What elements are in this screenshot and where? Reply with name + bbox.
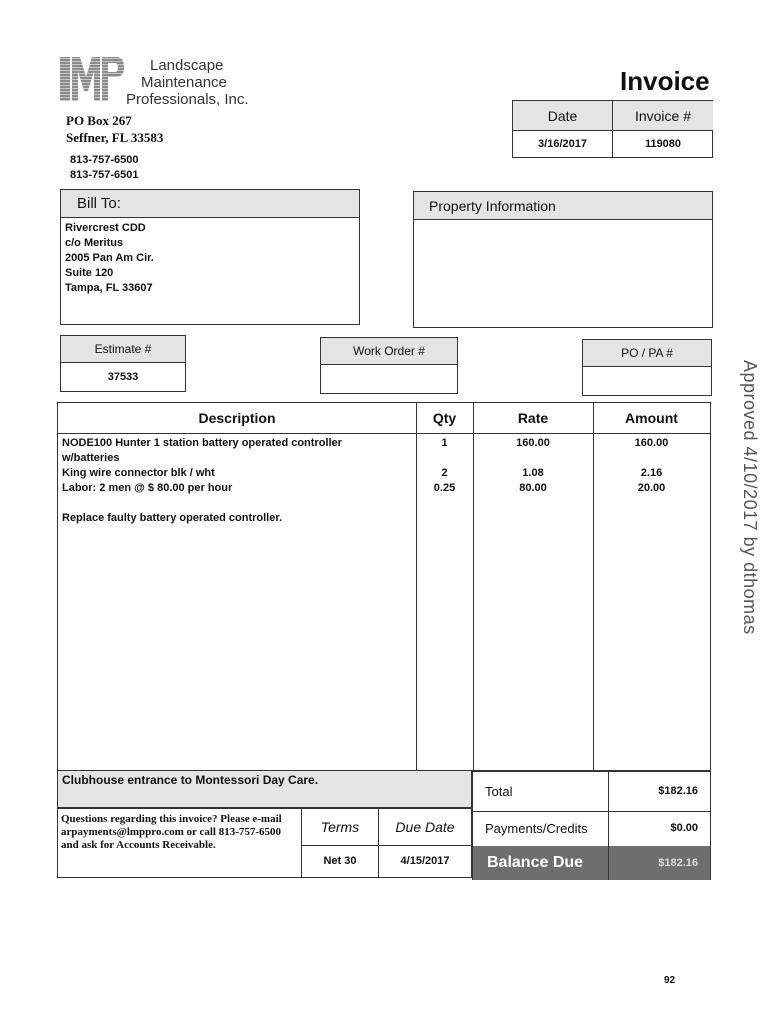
page-number: 92	[664, 975, 676, 986]
qty-cell	[416, 436, 473, 496]
description-line: w/batteries	[62, 452, 120, 464]
terms-divider	[302, 845, 471, 846]
terms-label: Terms	[320, 819, 360, 835]
amount-header: Amount	[593, 403, 710, 434]
company-address	[66, 112, 163, 146]
company-name	[123, 57, 249, 108]
po-box	[582, 339, 712, 396]
estimate-number: 37533	[107, 371, 139, 383]
qty-value: 0.25	[433, 482, 456, 494]
bill-to-line: 2005 Pan Am Cir.	[65, 252, 154, 264]
property-information-box	[413, 191, 713, 328]
description-cell	[62, 436, 342, 526]
estimate-label: Estimate #	[61, 336, 185, 363]
payments-row	[473, 811, 710, 847]
rate-cell	[473, 436, 593, 496]
invoice-date: 3/16/2017	[513, 131, 613, 158]
company-phones	[70, 153, 139, 183]
total-label: Total	[485, 784, 513, 799]
bill-to-box	[60, 189, 360, 325]
total-amount: $182.16	[608, 772, 710, 811]
address-line1: PO Box 267	[66, 113, 132, 128]
terms-box	[301, 808, 472, 878]
company-name-line2: Maintenance	[141, 74, 227, 91]
property-information-label: Property Information	[414, 192, 712, 220]
amount-value	[593, 451, 710, 466]
description-header: Description	[58, 403, 416, 434]
rate-value: 160.00	[516, 437, 550, 449]
bill-to-line: Rivercrest CDD	[65, 222, 146, 234]
description-line: NODE100 Hunter 1 station battery operated controller	[62, 437, 342, 449]
work-order-label: Work Order #	[321, 338, 457, 365]
phone-1: 813-757-6500	[70, 154, 139, 166]
qty-value: 1	[441, 437, 448, 449]
balance-due-label: Balance Due	[487, 854, 584, 871]
qty-value: 2	[441, 467, 448, 479]
bill-to-line: Suite 120	[65, 267, 114, 279]
memo-note: Clubhouse entrance to Montessori Day Care.	[57, 770, 472, 808]
total-row	[473, 772, 710, 812]
totals-box	[472, 771, 711, 880]
amount-value: 2.16	[640, 467, 663, 479]
estimate-box	[60, 335, 186, 392]
description-line: King wire connector blk / wht	[62, 467, 215, 479]
terms-divider	[378, 809, 379, 877]
due-date-value: 4/15/2017	[400, 855, 450, 867]
description-line: Labor: 2 men @ $ 80.00 per hour	[62, 482, 233, 494]
line-items-table	[57, 402, 711, 771]
description-line	[62, 496, 342, 511]
qty-value	[416, 451, 473, 466]
rate-header: Rate	[473, 403, 593, 434]
payments-label: Payments/Credits	[485, 821, 588, 836]
balance-due-amount: $182.16	[608, 846, 710, 880]
qty-header: Qty	[416, 403, 473, 434]
amount-cell	[593, 436, 710, 496]
company-name-line3: Professionals, Inc.	[126, 91, 249, 108]
description-line: Replace faulty battery operated controller.	[62, 512, 283, 524]
balance-due-row	[473, 846, 710, 880]
rate-value	[473, 451, 593, 466]
payments-amount: $0.00	[608, 811, 710, 846]
amount-value: 160.00	[634, 437, 669, 449]
invoice-number-label: Invoice #	[613, 101, 713, 131]
approval-stamp-text: Approved 4/10/2017 by dthomas	[740, 360, 760, 635]
document-title: Invoice	[620, 66, 710, 96]
company-name-line1: Landscape	[150, 57, 224, 74]
invoice-number: 119080	[644, 138, 682, 150]
po-label: PO / PA #	[583, 340, 711, 367]
terms-value: Net 30	[323, 855, 357, 867]
work-order-box	[320, 337, 458, 394]
bill-to-line: Tampa, FL 33607	[65, 282, 153, 294]
invoice-meta-box	[512, 100, 713, 158]
questions-note: Questions regarding this invoice? Please e-mail arpayments@lmppro.com or call 813-757-6500 and ask for Accounts Receivable.	[57, 808, 302, 878]
amount-value: 20.00	[637, 482, 666, 494]
date-label: Date	[513, 101, 613, 131]
phone-2: 813-757-6501	[70, 169, 139, 181]
approval-stamp	[733, 360, 763, 660]
rate-value: 1.08	[522, 467, 544, 479]
bill-to-label: Bill To:	[61, 190, 359, 218]
due-date-label: Due Date	[395, 819, 455, 835]
rate-value: 80.00	[519, 482, 547, 494]
address-line2: Seffner, FL 33583	[66, 130, 164, 145]
bill-to-line: c/o Meritus	[65, 237, 124, 249]
bill-to-address	[61, 218, 359, 299]
